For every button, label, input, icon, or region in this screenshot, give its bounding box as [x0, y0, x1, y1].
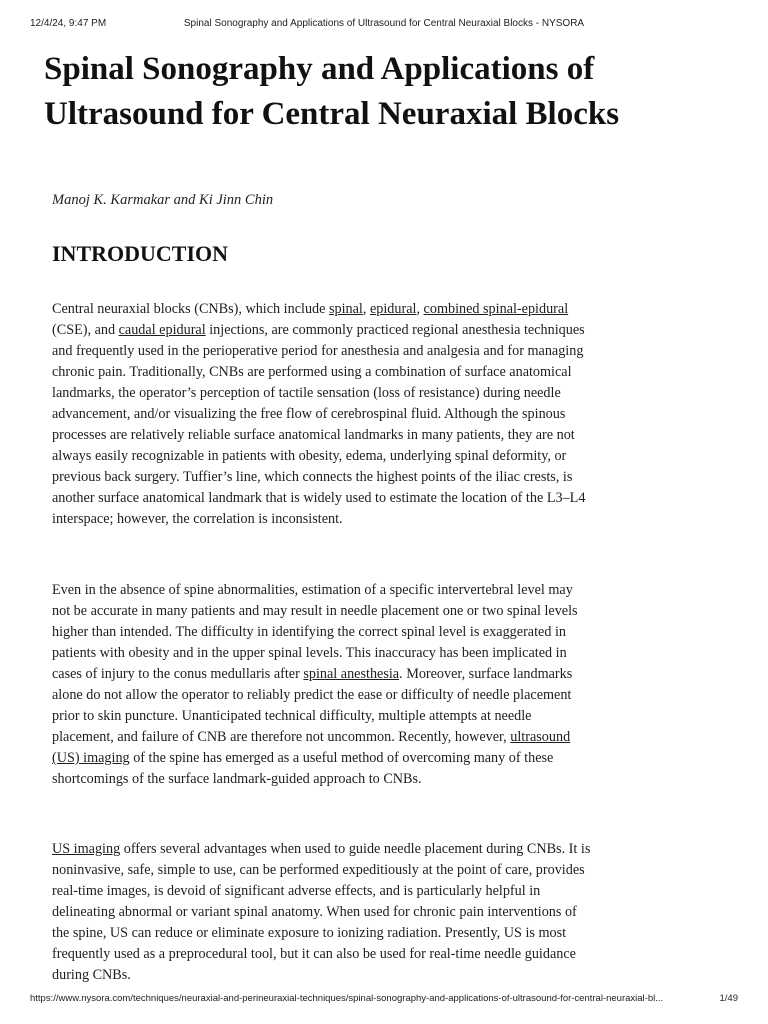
paragraph-text: ,	[362, 301, 370, 317]
link-spinal-anesthesia[interactable]: spinal anesthesia	[303, 666, 400, 682]
link-combined-spinal-epidural[interactable]: combined spinal-epidural	[423, 301, 569, 317]
paragraph-text: offers several advantages when used to guide needle placement during CNBs. It is noninvasive, safe, simple to use, can be performed expeditiously at the point of care, provides real-time images, is devoid of significant adverse effects, and is particularly helpful in delineating abnormal or variant spinal anatomy. When used for chronic pain interventions of the spine, US can reduce or eliminate exposure to ionizing radiation. Presently, US is most frequently used as a preprocedural tool, but it can also be used for real-time needle guidance during CNBs.	[52, 841, 591, 983]
link-epidural[interactable]: epidural	[369, 301, 417, 317]
link-spinal[interactable]: spinal	[328, 301, 363, 317]
print-url: https://www.nysora.com/techniques/neuraxial-and-perineuraxial-techniques/spinal-sonography-and-applications-of-ultrasound-for-central-neuraxial-bl...	[30, 993, 664, 1004]
article-authors: Manoj K. Karmakar and Ki Jinn Chin	[52, 192, 274, 208]
section-heading-introduction: INTRODUCTION	[52, 241, 229, 266]
print-date: 12/4/24, 9:47 PM	[30, 18, 107, 29]
intro-paragraph-1	[52, 299, 594, 530]
link-caudal-epidural[interactable]: caudal epidural	[118, 322, 206, 338]
intro-paragraph-2	[52, 580, 594, 790]
paragraph-text: of the spine has emerged as a useful method of overcoming many of these shortcomings of the surface landmark-guided approach to CNBs.	[52, 750, 554, 787]
page-number: 1/49	[719, 993, 738, 1004]
paragraph-text: injections, are commonly practiced regional anesthesia techniques and frequently used in the perioperative period for anesthesia and analgesia and for managing chronic pain. Traditionally, CNBs are performed using a combination of surface anatomical landmarks, the operator’s perception of tactile sensation (loss of resistance) during needle advancement, and/or visualizing the free flow of cerebrospinal fluid. Although the spinous processes are relatively reliable surface anatomical landmarks in many patients, they are not always easily recognizable in patients with obesity, edema, underlying spinal deformity, or previous back surgery. Tuffier’s line, which connects the highest points of the iliac crests, is another surface anatomical landmark that is widely used to estimate the location of the L3–L4 interspace; however, the correlation is inconsistent.	[52, 322, 586, 527]
print-header	[0, 18, 768, 32]
paragraph-text: . Moreover, surface landmarks alone do not allow the operator to reliably predict the ease or difficulty of needle placement prior to skin puncture. Unanticipated technical difficulty, multiple attempts at needle placement, and failure of CNB are therefore not uncommon. Recently, however,	[52, 666, 573, 745]
paragraph-text: Central neuraxial blocks (CNBs), which include	[52, 301, 329, 317]
print-doc-title: Spinal Sonography and Applications of Ultrasound for Central Neuraxial Blocks - NYSORA	[183, 18, 585, 29]
article-title: Spinal Sonography and Applications of Ultrasound for Central Neuraxial Blocks	[44, 51, 620, 132]
paragraph-text: (CSE), and	[52, 322, 119, 338]
paragraph-text: Even in the absence of spine abnormalities, estimation of a specific intervertebral level may not be accurate in many patients and may result in needle placement one or two spinal levels higher than intended. The difficulty in identifying the correct spinal level is exaggerated in patients with obesity and in the upper spinal levels. This inaccuracy has been implicated in cases of injury to the conus medullaris after	[52, 582, 578, 682]
link-ultrasound-imaging[interactable]: ultrasound (US) imaging	[52, 729, 571, 766]
print-footer	[0, 993, 768, 1007]
link-us-imaging[interactable]: US imaging	[52, 841, 121, 857]
intro-paragraph-3	[52, 839, 594, 986]
paragraph-text: ,	[416, 301, 424, 317]
